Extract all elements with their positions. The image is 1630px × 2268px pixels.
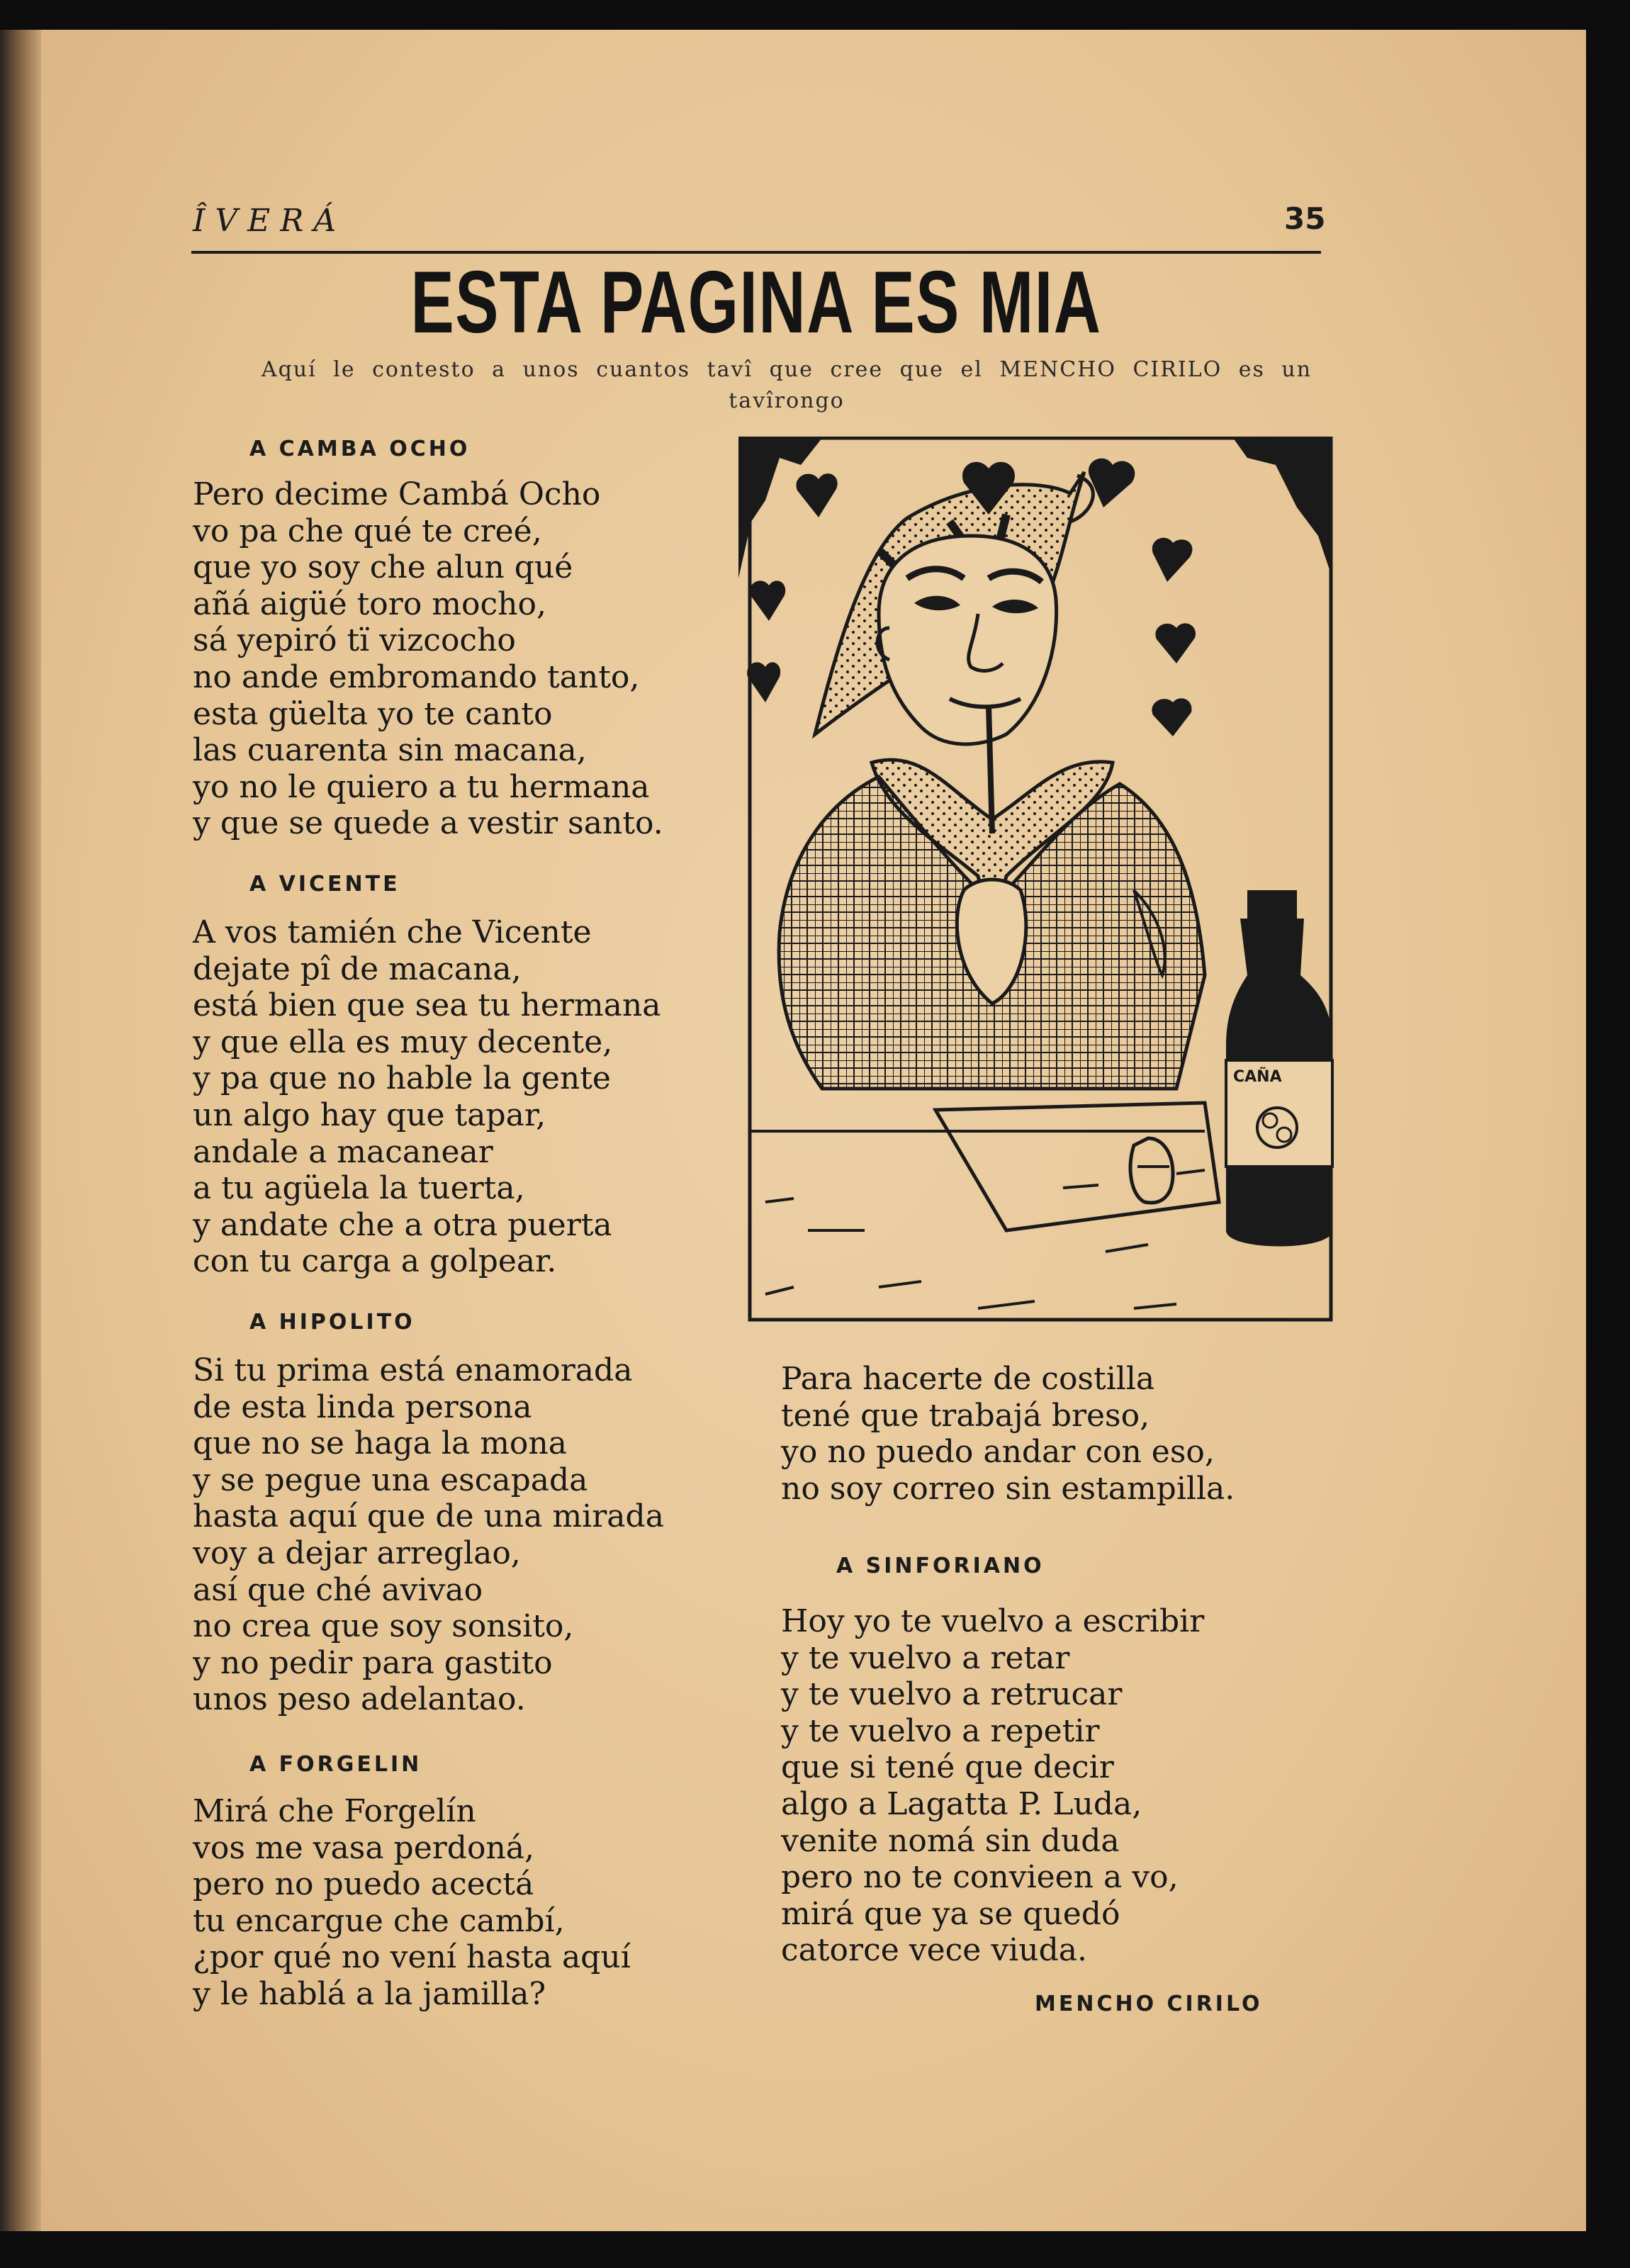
section-label-forgelin: A FORGELIN <box>249 1752 422 1777</box>
verse-line: A vos tamién che Vicente <box>193 914 592 950</box>
verse-line: no crea que soy sonsito, <box>193 1608 574 1645</box>
author-signature: MENCHO CIRILO <box>1035 1992 1263 2016</box>
verse-line: que yo soy che alun qué <box>193 549 573 586</box>
verse-line: tu encargue che cambí, <box>193 1902 565 1939</box>
verse-line: hasta aquí que de una mirada <box>193 1498 664 1535</box>
verse-line: no soy correo sin estampilla. <box>781 1470 1235 1507</box>
verse-line: que no se haga la mona <box>193 1425 567 1462</box>
section-label-vicente: A VICENTE <box>249 872 400 897</box>
verse-line: algo a Lagatta P. Luda, <box>781 1785 1142 1822</box>
verse-line: yo no le quiero a tu hermana <box>193 768 650 805</box>
heart-icon <box>1155 623 1196 663</box>
verse-line: vo pa che qué te creé, <box>193 512 542 549</box>
verse-line: y te vuelvo a repetir <box>781 1712 1100 1749</box>
verse-line: andale a macanear <box>193 1133 493 1170</box>
section-label-camba-ocho: A CAMBA OCHO <box>249 437 471 461</box>
face <box>879 536 1057 744</box>
verse-line: añá aigüé toro mocho, <box>193 585 546 622</box>
verse-hipolito <box>193 1352 664 1718</box>
paper-sheet <box>935 1103 1219 1230</box>
illustration-gaucho-drinking <box>737 437 1334 1323</box>
verse-sinforiano <box>781 1603 1204 1969</box>
verse-line: Mirá che Forgelín <box>193 1793 476 1829</box>
verse-line: venite nomá sin duda <box>781 1822 1120 1859</box>
verse-vicente <box>193 914 661 1280</box>
verse-line: sá yepiró tï vizcocho <box>193 622 516 659</box>
verse-forgelin <box>193 1793 631 2013</box>
heart-icon <box>1089 459 1135 507</box>
verse-line: y que ella es muy decente, <box>193 1023 613 1060</box>
verse-line: Si tu prima está enamorada <box>193 1352 633 1388</box>
verse-line: Pero decime Cambá Ocho <box>193 476 601 512</box>
page-subtitle: Aquí le contesto a unos cuantos tavî que cree que el MENCHO CIRILO es un tavîrongo <box>261 357 1313 413</box>
verse-line: esta güelta yo te canto <box>193 695 553 732</box>
verse-line: no ande embromando tanto, <box>193 658 640 695</box>
verse-line: y pa que no hable la gente <box>193 1060 611 1097</box>
verse-line: Para hacerte de costilla <box>781 1361 1155 1397</box>
verse-camba-ocho <box>193 476 663 842</box>
page-number: 35 <box>1284 201 1326 236</box>
verse-line: que si tené que decir <box>781 1749 1114 1786</box>
glass <box>1130 1138 1173 1203</box>
heart-icon <box>1152 538 1193 582</box>
verse-line: así que ché avivao <box>193 1571 483 1608</box>
verse-line: y no pedir para gastito <box>193 1644 553 1681</box>
verse-line: con tu carga a golpear. <box>193 1243 557 1280</box>
verse-line: y le hablá a la jamilla? <box>193 1975 546 2012</box>
verse-line: vos me vasa perdoná, <box>193 1829 535 1866</box>
section-label-sinforiano: A SINFORIANO <box>836 1554 1045 1578</box>
verse-line: y te vuelvo a retar <box>781 1639 1070 1676</box>
heart-icon <box>796 473 837 517</box>
verse-line: y andate che a otra puerta <box>193 1206 612 1243</box>
verse-line: catorce vece viuda. <box>781 1932 1087 1969</box>
verse-line: y se pegue una escapada <box>193 1461 588 1498</box>
bottle <box>1226 890 1332 1247</box>
bottle-label-text: CAÑA <box>1233 1068 1282 1086</box>
verse-line: pero no te convieen a vo, <box>781 1859 1179 1896</box>
verse-line: y te vuelvo a retrucar <box>781 1676 1123 1713</box>
heart-icon <box>750 580 785 621</box>
verse-line: está bien que sea tu hermana <box>193 987 661 1024</box>
verse-line: de esta linda persona <box>193 1388 532 1425</box>
verse-line: las cuarenta sin macana, <box>193 732 587 769</box>
page-title: ESTA PAGINA ES MIA <box>410 254 1102 352</box>
verse-line: yo no puedo andar con eso, <box>781 1434 1215 1471</box>
verse-costilla <box>781 1361 1235 1507</box>
verse-line: y que se quede a vestir santo. <box>193 805 663 842</box>
heart-icon <box>1152 698 1191 736</box>
verse-line: ¿por qué no vení hasta aquí <box>193 1939 631 1976</box>
verse-line: unos peso adelantao. <box>193 1681 526 1718</box>
section-label-hipolito: A HIPOLITO <box>249 1310 415 1335</box>
verse-line: mirá que ya se quedó <box>781 1895 1120 1932</box>
book-spine <box>0 30 41 2231</box>
verse-line: pero no puedo acectá <box>193 1866 534 1903</box>
verse-line: voy a dejar arreglao, <box>193 1534 521 1571</box>
ink-corner-right <box>1233 438 1332 578</box>
heart-icon <box>747 662 780 702</box>
verse-line: Hoy yo te vuelvo a escribir <box>781 1603 1205 1639</box>
verse-line: a tu agüela la tuerta, <box>193 1170 525 1207</box>
verse-line: un algo hay que tapar, <box>193 1096 546 1133</box>
magazine-name: ÎVERÁ <box>193 203 347 239</box>
verse-line: tené que trabajá breso, <box>781 1397 1150 1434</box>
straw <box>989 706 992 833</box>
verse-line: dejate pî de macana, <box>193 950 522 987</box>
